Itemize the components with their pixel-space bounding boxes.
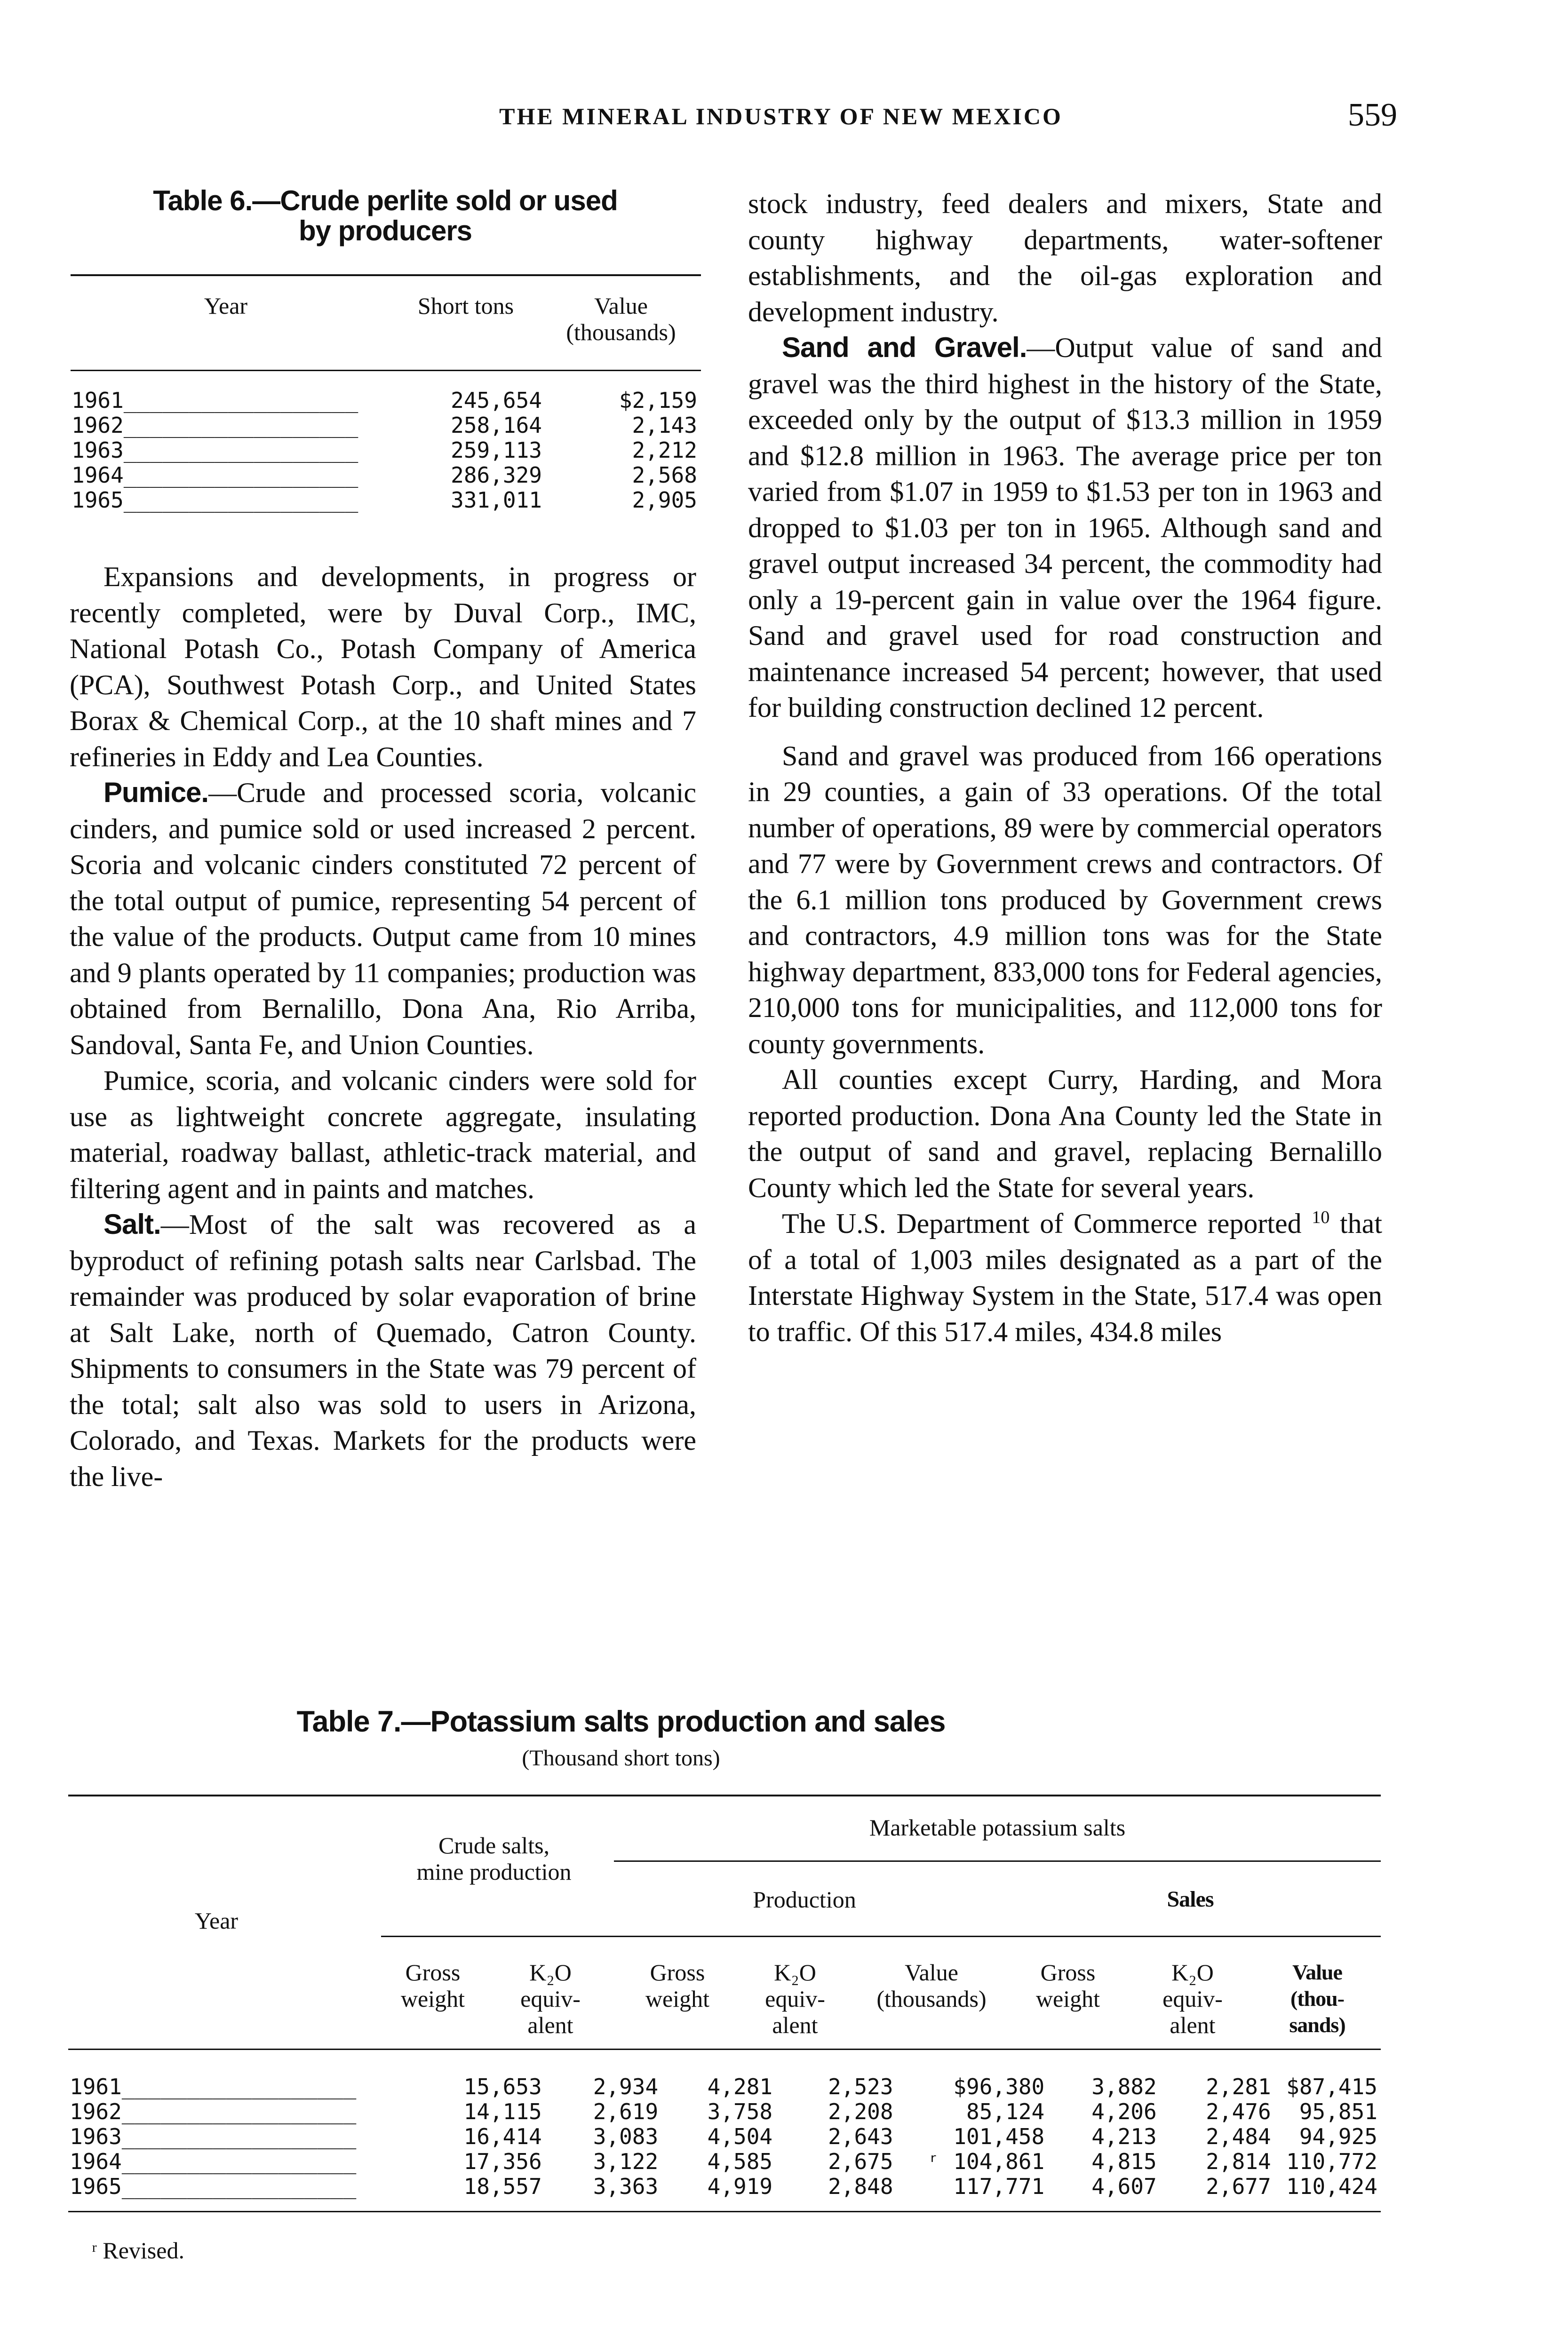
page-number: 559 <box>1348 97 1397 133</box>
table7-footnote: ʳ Revised. <box>92 2237 184 2264</box>
table7-prod-value <box>854 1959 1009 2012</box>
table7-sales-k2o-line1: K₂O <box>1171 1959 1214 1986</box>
pumice-paragraph <box>70 775 696 1063</box>
table7-sales-gross-line2: weight <box>1035 1986 1100 2012</box>
short-tons-cell: 245,654 <box>451 388 542 413</box>
c-gross-cell: 16,414 <box>463 2124 542 2149</box>
left-paragraph-1: Expansions and developments, in progress or recently completed, were by Duval Corp., IMC, National Potash Co., Potash Company of America (PCA), Southwest Potash Corp., and United States Borax & Chemical Corp., at the 10 shaft mines and 7 refineries in Eddy and Lea Counties. <box>70 561 696 772</box>
table7-prod-k2o-line2: equiv- <box>765 1986 825 2012</box>
p-gross-cell: 4,504 <box>707 2124 773 2149</box>
year-cell: 1965__________________ <box>72 487 358 513</box>
table7-subtitle: (Thousand short tons) <box>522 1746 720 1771</box>
table6-header-short-tons: Short tons <box>417 293 514 319</box>
sand-heading: Sand and Gravel. <box>782 332 1027 363</box>
table7-body <box>70 2074 1377 2199</box>
table-row <box>72 463 697 488</box>
salt-paragraph <box>70 1207 696 1494</box>
value-cell: 2,568 <box>632 462 697 488</box>
table7-sales-k2o-line3: alent <box>1170 2012 1216 2038</box>
c-k2o-cell: 3,083 <box>593 2124 659 2149</box>
table-row <box>70 2149 1377 2174</box>
table7-crude-gross <box>381 1959 485 2012</box>
s-value-cell: 110,772 <box>1286 2149 1377 2174</box>
commerce-text-a: The U.S. Department of Commerce reported <box>782 1208 1302 1239</box>
p-gross-cell: 4,919 <box>707 2174 773 2199</box>
p-k2o-cell: 2,675 <box>828 2149 893 2174</box>
table7-header-marketable: Marketable potassium salts <box>869 1814 1126 1841</box>
year-cell: 1962__________________ <box>70 2099 357 2124</box>
table7-prod-value-line1: Value <box>905 1959 958 1986</box>
short-tons-cell: 331,011 <box>451 487 542 513</box>
table6-body <box>72 388 697 513</box>
value-cell: 2,143 <box>632 413 697 438</box>
year-cell: 1961__________________ <box>70 2074 357 2099</box>
table7-prod-k2o-line3: alent <box>772 2012 818 2038</box>
leader-dots: __________________ <box>121 2099 357 2124</box>
right-paragraph-5 <box>748 1206 1382 1350</box>
table7-crude-k2o-line1: K₂O <box>529 1959 572 1986</box>
s-value-cell: 94,925 <box>1299 2124 1377 2149</box>
c-gross-cell: 15,653 <box>463 2074 542 2099</box>
table7-sales-value <box>1261 1959 1374 2038</box>
commerce-text-b: that of a total of 1,003 miles designated as a part of the Interstate Highway System in the State, 517.4 was open to traffic. Of this 517.4 miles, 434.8 miles <box>748 1208 1382 1347</box>
table7-header-year: Year <box>194 1907 239 1934</box>
left-paragraph-3: Pumice, scoria, and volcanic cinders were sold for use as lightweight concrete aggregate, insulating material, roadway ballast, athletic-track material, and filtering agent and in paints and matches. <box>70 1065 696 1204</box>
table7-sales-k2o-line2: equiv- <box>1162 1986 1223 2012</box>
p-value-cell: $96,380 <box>953 2074 1045 2099</box>
salt-text: —Most of the salt was recovered as a byproduct of refining potash salts near Carlsbad. The remainder was produced by solar evaporation of brine at Salt Lake, north of Quemado, Catron County. Shipments to consumers in the State was 79 percent of the total; salt also was sold to users in Arizona, Colorado, and Texas. Markets for the products were the live- <box>70 1209 696 1492</box>
table7-marketable-rule <box>614 1860 1381 1862</box>
c-gross-cell: 18,557 <box>463 2174 542 2199</box>
c-k2o-cell: 2,934 <box>593 2074 659 2099</box>
c-gross-cell: 14,115 <box>463 2099 542 2124</box>
running-title: THE MINERAL INDUSTRY OF NEW MEXICO <box>499 103 1063 129</box>
table6-title <box>70 186 701 246</box>
pumice-heading: Pumice. <box>103 777 209 808</box>
table6-title-line2: by producers <box>298 215 472 246</box>
leader-dots: __________________ <box>121 2124 357 2149</box>
year-cell: 1964__________________ <box>72 462 358 488</box>
s-k2o-cell: 2,814 <box>1206 2149 1271 2174</box>
table7-header-rule <box>68 2049 1381 2050</box>
table-row <box>72 488 697 513</box>
year-cell: 1963__________________ <box>70 2124 357 2149</box>
table6-header-value <box>546 293 696 345</box>
table7-title: Table 7.—Potassium salts production and sales <box>296 1705 946 1738</box>
table7-subhead-rule <box>381 1936 1381 1937</box>
s-k2o-cell: 2,281 <box>1206 2074 1271 2099</box>
c-k2o-cell: 3,122 <box>593 2149 659 2174</box>
leader-dots: __________________ <box>123 413 358 438</box>
table7-crude-gross-line1: Gross <box>405 1959 461 1986</box>
sand-paragraph <box>748 330 1382 726</box>
leader-dots: __________________ <box>123 437 358 463</box>
leader-dots: __________________ <box>123 462 358 488</box>
s-k2o-cell: 2,476 <box>1206 2099 1271 2124</box>
c-gross-cell: 17,356 <box>463 2149 542 2174</box>
table-row <box>72 388 697 413</box>
s-value-cell: 110,424 <box>1286 2174 1377 2199</box>
table-row <box>70 2174 1377 2199</box>
year-cell: 1965__________________ <box>70 2174 357 2199</box>
short-tons-cell: 286,329 <box>451 462 542 488</box>
table-row <box>70 2074 1377 2099</box>
right-paragraph-1: stock industry, feed dealers and mixers, State and county highway departments, water-softener establishments, and the oil-gas exploration and development industry. <box>748 188 1382 327</box>
table7-sales-value-line1: Value <box>1292 1960 1342 1984</box>
leader-dots: __________________ <box>121 2174 357 2199</box>
value-cell: 2,212 <box>632 437 697 463</box>
table7-bottom-rule <box>68 2211 1381 2212</box>
p-k2o-cell: 2,848 <box>828 2174 893 2199</box>
s-gross-cell: 4,213 <box>1091 2124 1157 2149</box>
p-value-cell: 101,458 <box>953 2124 1045 2149</box>
p-gross-cell: 4,281 <box>707 2074 773 2099</box>
p-value-cell: 117,771 <box>953 2174 1045 2199</box>
year-cell: 1964__________________ <box>70 2149 357 2174</box>
table6-block <box>70 186 701 246</box>
c-k2o-cell: 2,619 <box>593 2099 659 2124</box>
salt-heading: Salt. <box>103 1208 161 1240</box>
table7-prod-k2o <box>743 1959 847 2038</box>
table7-prod-gross <box>626 1959 729 2012</box>
table7-crude-k2o-line3: alent <box>527 2012 573 2038</box>
s-gross-cell: 4,815 <box>1091 2149 1157 2174</box>
table6-header-year: Year <box>204 293 248 319</box>
sand-text: —Output value of sand and gravel was the third highest in the history of the State, exceeded only by the output of $13.3 million in 1959 and $12.8 million in 1963. The average price per ton varied from $1.07 in 1959 to $1.53 per ton in 1963 and dropped to $1.03 per ton in 1965. Although sand and gravel output increased 34 percent, the commodity had only a 19-percent gain in value over the 1964 figure. Sand and gravel used for road construction and maintenance increased 54 percent; however, that used for building construction declined 12 percent. <box>748 332 1382 723</box>
value-cell: $2,159 <box>619 388 697 413</box>
c-k2o-cell: 3,363 <box>593 2174 659 2199</box>
s-value-cell: $87,415 <box>1286 2074 1377 2099</box>
table7-header-crude-line2: mine production <box>416 1859 572 1885</box>
s-gross-cell: 4,206 <box>1091 2099 1157 2124</box>
short-tons-cell: 259,113 <box>451 437 542 463</box>
right-paragraph-4: All counties except Curry, Harding, and Mora reported production. Dona Ana County led the State in the output of sand and gravel, replacing Bernalillo County which led the State for several years. <box>748 1064 1382 1203</box>
table7-sales-k2o <box>1141 1959 1244 2038</box>
left-column <box>70 559 696 1494</box>
table-row <box>72 438 697 463</box>
footnote-ref-10: 10 <box>1312 1208 1330 1227</box>
year-cell: 1961__________________ <box>72 388 358 413</box>
p-k2o-cell: 2,643 <box>828 2124 893 2149</box>
p-gross-cell: 4,585 <box>707 2149 773 2174</box>
table7-header-crude-line1: Crude salts, <box>438 1832 550 1859</box>
s-value-cell: 95,851 <box>1299 2099 1377 2124</box>
table-row <box>70 2124 1377 2149</box>
year-cell: 1962__________________ <box>72 413 358 438</box>
table7-sales-gross <box>1016 1959 1120 2012</box>
table6-top-rule <box>71 274 701 276</box>
table6-header-value-line2: (thousands) <box>566 319 676 345</box>
table6-header-rule <box>71 370 701 371</box>
s-gross-cell: 3,882 <box>1091 2074 1157 2099</box>
leader-dots: __________________ <box>121 2074 357 2099</box>
short-tons-cell: 258,164 <box>451 413 542 438</box>
table7-crude-gross-line2: weight <box>400 1986 465 2012</box>
table7-header-crude <box>381 1832 607 1885</box>
leader-dots: __________________ <box>121 2149 357 2174</box>
table7-crude-k2o-line2: equiv- <box>520 1986 581 2012</box>
p-value-cell: ʳ 104,861 <box>927 2149 1045 2174</box>
year-cell: 1963__________________ <box>72 437 358 463</box>
p-k2o-cell: 2,523 <box>828 2074 893 2099</box>
table7-sales-value-line3: sands) <box>1289 2013 1345 2037</box>
s-k2o-cell: 2,484 <box>1206 2124 1271 2149</box>
leader-dots: __________________ <box>123 487 358 513</box>
value-cell: 2,905 <box>632 487 697 513</box>
pumice-text: —Crude and processed scoria, volcanic cinders, and pumice sold or used increased 2 percent. Scoria and volcanic cinders constituted 72 percent of the total output of pumice, representing 54 percent of the value of the products. Output came from 10 mines and 9 plants operated by 11 companies; production was obtained from Bernalillo, Dona Ana, Rio Arriba, Sandoval, Santa Fe, and Union Counties. <box>70 777 696 1060</box>
right-paragraph-3: Sand and gravel was produced from 166 operations in 29 counties, a gain of 33 operations. Of the total number of operations, 89 were by commercial operators and 77 were by Government crews and contractors. Of the 6.1 million tons produced by Government crews and contractors, 4.9 million tons was for the State highway department, 833,000 tons for Federal agencies, 210,000 tons for municipalities, and 112,000 tons for county governments. <box>748 740 1382 1059</box>
table-row <box>70 2099 1377 2124</box>
p-k2o-cell: 2,208 <box>828 2099 893 2124</box>
table-row <box>72 413 697 438</box>
s-gross-cell: 4,607 <box>1091 2174 1157 2199</box>
table7-header-production: Production <box>753 1886 856 1913</box>
table7-header-sales: Sales <box>1167 1887 1214 1912</box>
right-column <box>748 186 1382 1350</box>
table7-prod-k2o-line1: K₂O <box>774 1959 816 1986</box>
p-value-cell: 85,124 <box>966 2099 1045 2124</box>
s-k2o-cell: 2,677 <box>1206 2174 1271 2199</box>
table7-prod-value-line2: (thousands) <box>876 1986 987 2012</box>
table7-sales-value-line2: (thou- <box>1290 1986 1345 2010</box>
table7-top-rule <box>68 1795 1381 1796</box>
leader-dots: __________________ <box>123 388 358 413</box>
table7-prod-gross-line1: Gross <box>650 1959 705 1986</box>
table7-prod-gross-line2: weight <box>645 1986 710 2012</box>
p-gross-cell: 3,758 <box>707 2099 773 2124</box>
table7-crude-k2o <box>499 1959 602 2038</box>
table6-title-line1: Table 6.—Crude perlite sold or used <box>153 185 618 216</box>
table7-sales-gross-line1: Gross <box>1040 1959 1096 1986</box>
table6-header-value-line1: Value <box>594 293 648 319</box>
